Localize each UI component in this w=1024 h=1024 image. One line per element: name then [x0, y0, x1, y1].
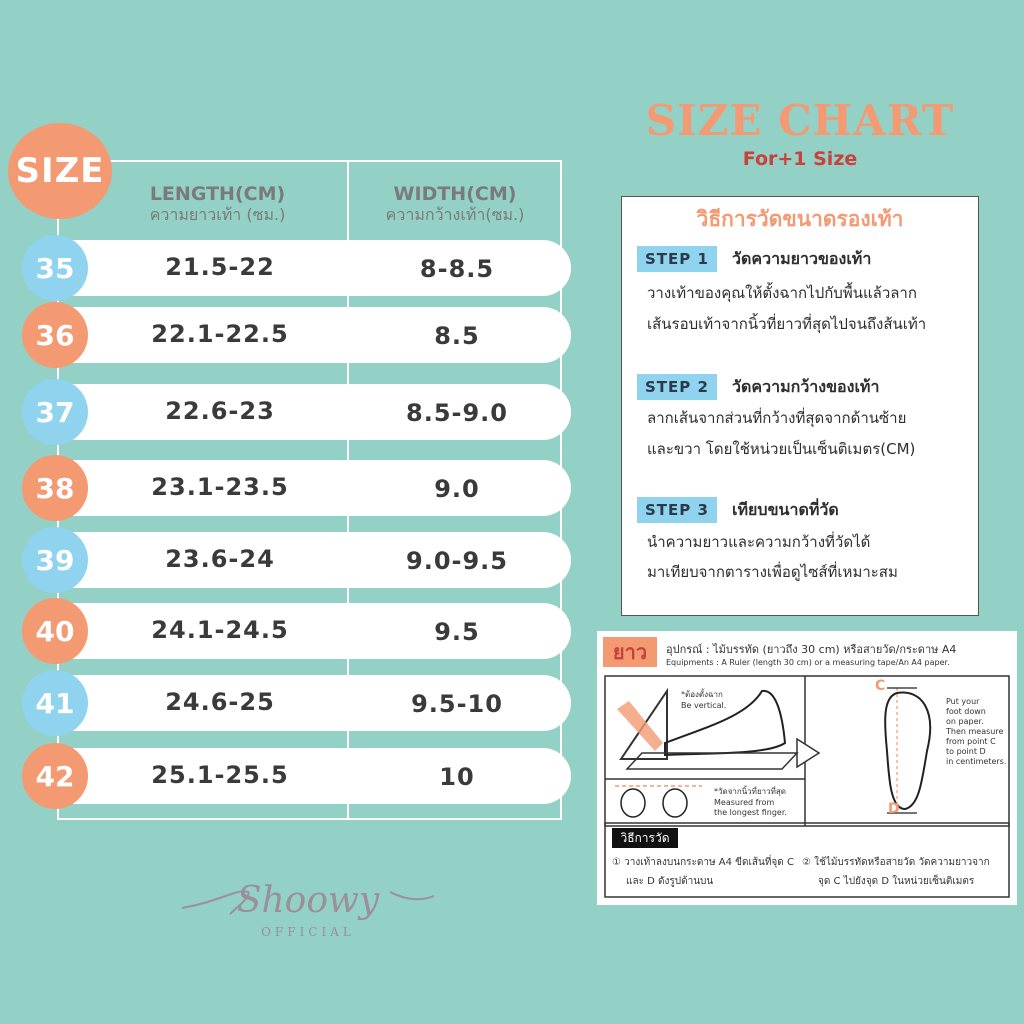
- step-2-line-2: และขวา โดยใช้หน่วยเป็นเซ็นติเมตร(CM): [647, 440, 916, 458]
- size-header-badge: SIZE: [8, 123, 112, 219]
- step-2-badge: STEP 2: [637, 374, 717, 400]
- step-1-line-1: วางเท้าของคุณให้ตั้งฉากไปกับพื้นแล้วลาก: [647, 284, 917, 302]
- width-cell: 10: [439, 763, 475, 791]
- length-cell: 21.5-22: [165, 253, 275, 281]
- howto-step-1-b: และ D ดังรูปด้านบน: [626, 876, 714, 887]
- length-cell: 22.6-23: [165, 397, 275, 425]
- instruction-line: in centimeters.: [946, 757, 1007, 766]
- step-1-heading: วัดความยาวของเท้า: [732, 249, 872, 268]
- width-cell: 9.5: [434, 618, 480, 646]
- step-2-line-1: ลากเส้นจากส่วนที่กว้างที่สุดจากด้านซ้าย: [647, 409, 907, 427]
- howto-step-2-a: ② ใช้ไม้บรรทัดหรือสายวัด วัดความยาวจาก: [802, 857, 990, 868]
- step-2-heading: วัดความกว้างของเท้า: [732, 377, 880, 396]
- length-header-th: ความยาวเท้า (ซม.): [149, 205, 286, 224]
- step-1-line-2: เส้นรอบเท้าจากนิ้วที่ยาวที่สุดไปจนถึงส้นเท้า: [647, 315, 927, 333]
- length-header-en: LENGTH(CM): [149, 183, 286, 205]
- longest-note-en-2: the longest finger.: [714, 808, 787, 817]
- size-badge: 38: [22, 455, 88, 521]
- howto-step-2-b: จุด C ไปยังจุด D ในหน่วยเซ็นติเมตร: [818, 876, 975, 887]
- size-badge: 41: [22, 670, 88, 736]
- instruction-line: from point C: [946, 737, 996, 746]
- instruction-line: Then measure: [946, 727, 1004, 736]
- instruction-line: Put your: [946, 697, 980, 706]
- length-cell: 24.1-24.5: [151, 616, 289, 644]
- steps-title: วิธีการวัดขนาดรองเท้า: [696, 207, 904, 231]
- logo-wordmark: Shoowy: [236, 880, 380, 921]
- width-cell: 9.5-10: [411, 690, 503, 718]
- width-header-th: ความกว้างเท้า(ซม.): [385, 205, 525, 224]
- width-cell: 9.0: [434, 475, 480, 503]
- longest-note-en-1: Measured from: [714, 798, 775, 807]
- point-d-label: D: [888, 801, 900, 817]
- how-to-measure-tab: วิธีการวัด: [612, 828, 678, 848]
- chart-subtitle: For+1 Size: [742, 148, 858, 170]
- length-cell: 23.1-23.5: [151, 473, 289, 501]
- instruction-text: [946, 697, 1006, 767]
- size-badge: 37: [22, 379, 88, 445]
- length-column-header: [120, 183, 315, 225]
- logo-tag: OFFICIAL: [261, 925, 355, 939]
- equipment-text-en: Equipments : A Ruler (length 30 cm) or a measuring tape/An A4 paper.: [666, 658, 950, 667]
- size-badge: 35: [22, 235, 88, 301]
- instruction-line: on paper.: [946, 717, 984, 726]
- step-3-heading: เทียบขนาดที่วัด: [732, 500, 839, 519]
- step-2: [637, 375, 879, 400]
- size-badge: 40: [22, 598, 88, 664]
- width-cell: 8.5: [434, 322, 480, 350]
- width-cell: 9.0-9.5: [406, 547, 508, 575]
- step-1: [637, 247, 871, 272]
- length-cell: 25.1-25.5: [151, 761, 289, 789]
- step-1-badge: STEP 1: [637, 246, 717, 272]
- longest-note-th: *วัดจากนิ้วที่ยาวที่สุด: [714, 787, 786, 796]
- step-3: [637, 498, 839, 523]
- diagram-length-label: ยาว: [603, 637, 657, 667]
- size-badge: 42: [22, 743, 88, 809]
- size-badge: 39: [22, 527, 88, 593]
- shoowy-logo: [178, 868, 438, 948]
- step-3-badge: STEP 3: [637, 497, 717, 523]
- width-cell: 8-8.5: [419, 255, 495, 283]
- instruction-line: foot down: [946, 707, 986, 716]
- chart-title: SIZE CHART: [645, 96, 955, 145]
- length-cell: 22.1-22.5: [151, 320, 289, 348]
- length-cell: 23.6-24: [165, 545, 275, 573]
- width-header-en: WIDTH(CM): [393, 183, 517, 205]
- step-3-line-1: นำความยาวและความกว้างที่วัดได้: [647, 533, 871, 551]
- step-3-line-2: มาเทียบจากตารางเพื่อดูไซส์ที่เหมาะสม: [647, 563, 898, 581]
- point-c-label: C: [875, 678, 886, 694]
- vertical-note-en: Be vertical.: [681, 701, 727, 710]
- length-cell: 24.6-25: [165, 688, 275, 716]
- howto-step-1-a: ① วางเท้าลงบนกระดาษ A4 ขีดเส้นที่จุด C: [612, 857, 794, 868]
- equipment-text-th: อุปกรณ์ : ไม้บรรทัด (ยาวถึง 30 cm) หรือสายวัด/กระดาษ A4: [666, 643, 957, 656]
- width-cell: 8.5-9.0: [406, 399, 508, 427]
- instruction-line: to point D: [946, 747, 986, 756]
- size-badge: 36: [22, 302, 88, 368]
- vertical-note-th: *ต้องตั้งฉาก: [681, 690, 723, 699]
- width-column-header: [355, 183, 555, 225]
